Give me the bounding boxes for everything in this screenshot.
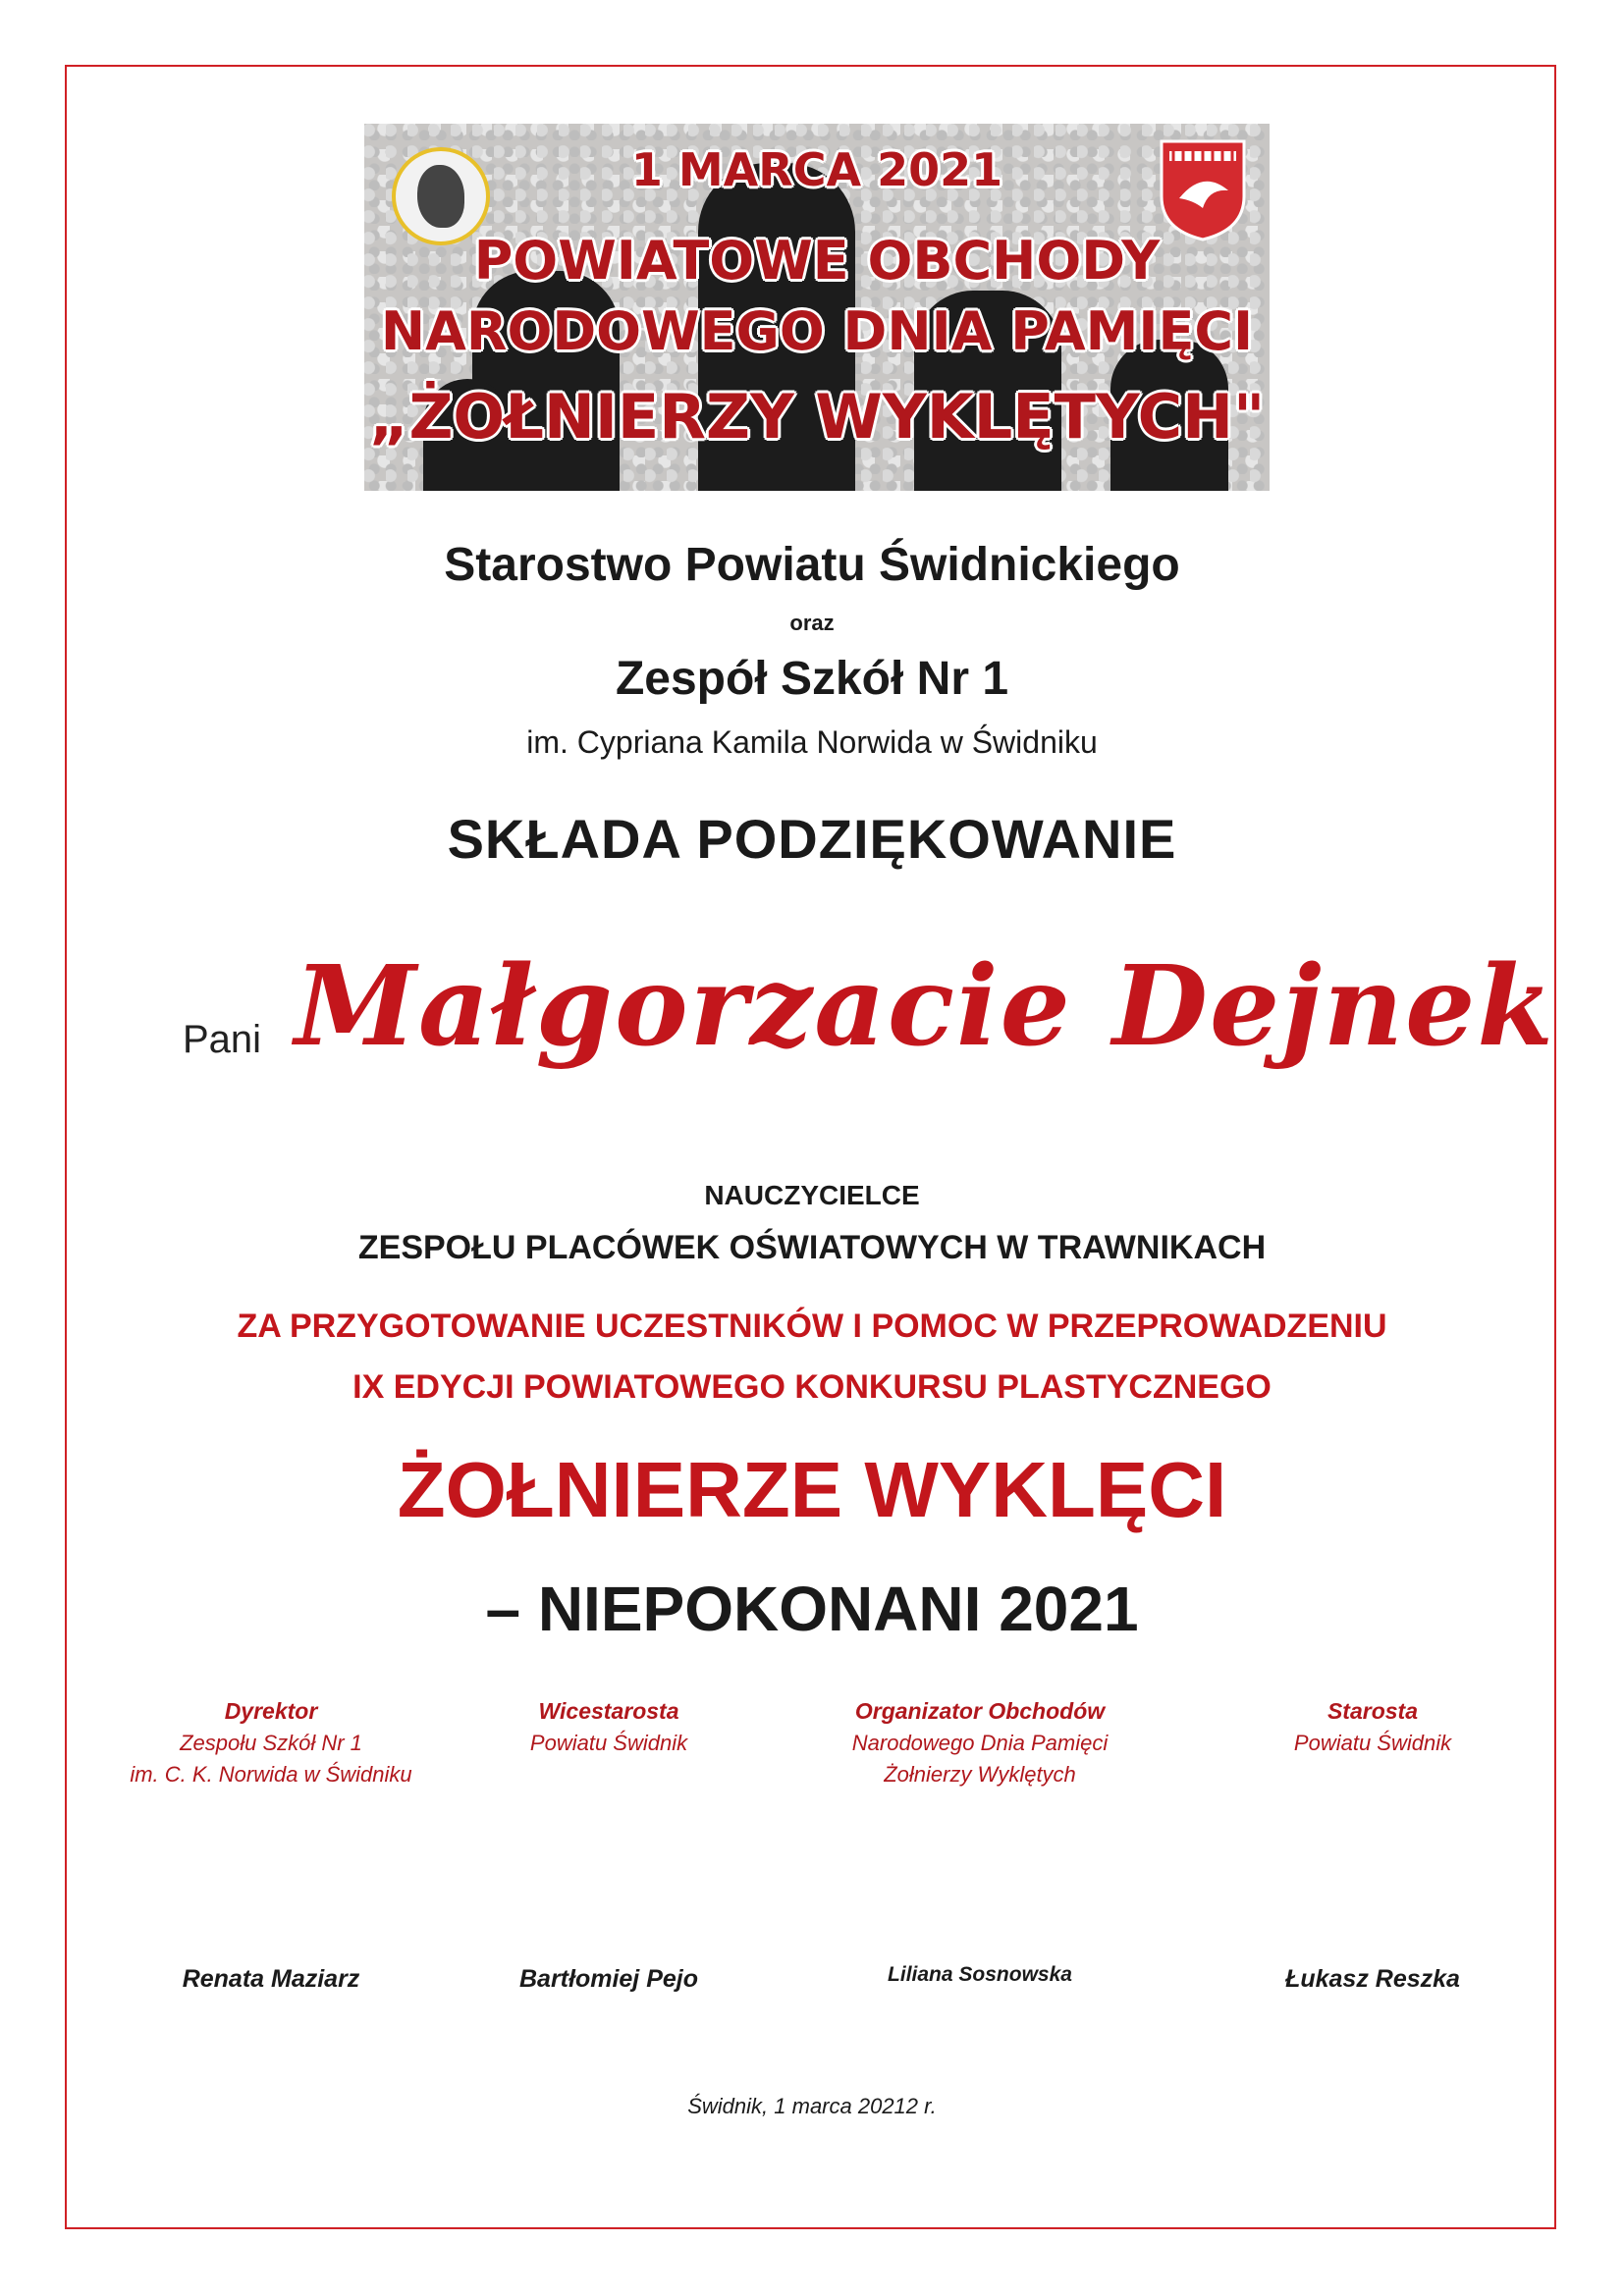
signature-block-director	[94, 1698, 448, 1788]
recipient-salutation: Pani	[183, 1018, 262, 1061]
reason-line-2: IX EDYCJI POWIATOWEGO KONKURSU PLASTYCZNEGO	[352, 1368, 1272, 1406]
signature-line-1: Narodowego Dnia Pamięci	[851, 1731, 1109, 1755]
signature-role: Dyrektor	[224, 1698, 318, 1724]
contest-title: ŻOŁNIERZE WYKLĘCI	[397, 1446, 1227, 1533]
reason-line-1: ZA PRZYGOTOWANIE UCZESTNIKÓW I POMOC W PRZEPROWADZENIU	[237, 1308, 1387, 1345]
signature-line-1: Zespołu Szkół Nr 1	[180, 1731, 362, 1755]
organizer-2-patron: im. Cypriana Kamila Norwida w Świdniku	[526, 724, 1098, 760]
organizer-2: Zespół Szkół Nr 1	[615, 653, 1009, 705]
banner-line-2: POWIATOWE OBCHODY	[473, 230, 1161, 292]
contest-subtitle: – NIEPOKONANI 2021	[485, 1574, 1139, 1644]
signature-block-organizer	[793, 1698, 1166, 1788]
signature-block-vice-starost	[442, 1698, 776, 1756]
conjunction-text: oraz	[789, 611, 835, 635]
organizer-1: Starostwo Powiatu Świdnickiego	[444, 539, 1180, 591]
signature-line-2: im. C. K. Norwida w Świdniku	[130, 1762, 412, 1787]
banner-date: 1 MARCA 2021	[630, 143, 1003, 196]
recipient-name: Małgorzacie Dejnek	[295, 942, 1556, 1071]
signatory-name: Renata Maziarz	[182, 1965, 360, 1993]
signature-line-1: Powiatu Świdnik	[1293, 1731, 1452, 1755]
recipient-institution: ZESPOŁU PLACÓWEK OŚWIATOWYCH W TRAWNIKACH	[357, 1229, 1267, 1266]
signature-role: Starosta	[1326, 1698, 1419, 1724]
thanks-heading: SKŁADA PODZIĘKOWANIE	[447, 808, 1177, 870]
signatory-name: Liliana Sosnowska	[888, 1963, 1072, 1986]
signatory-name: Bartłomiej Pejo	[519, 1965, 698, 1993]
place-and-date: Świdnik, 1 marca 20212 r.	[687, 2094, 937, 2118]
signatory-name: Łukasz Reszka	[1285, 1965, 1460, 1993]
signature-role: Wicestarosta	[538, 1698, 679, 1724]
signature-role: Organizator Obchodów	[854, 1698, 1106, 1724]
signature-line-1: Powiatu Świdnik	[529, 1731, 688, 1755]
recipient-role: NAUCZYCIELCE	[704, 1180, 920, 1210]
banner-line-4: „ŻOŁNIERZY WYKLĘTYCH"	[368, 381, 1266, 453]
signature-line-2: Żołnierzy Wyklętych	[884, 1762, 1076, 1787]
signature-block-starost	[1206, 1698, 1540, 1756]
event-banner	[364, 124, 1270, 491]
banner-line-3: NARODOWEGO DNIA PAMIĘCI	[380, 300, 1254, 362]
